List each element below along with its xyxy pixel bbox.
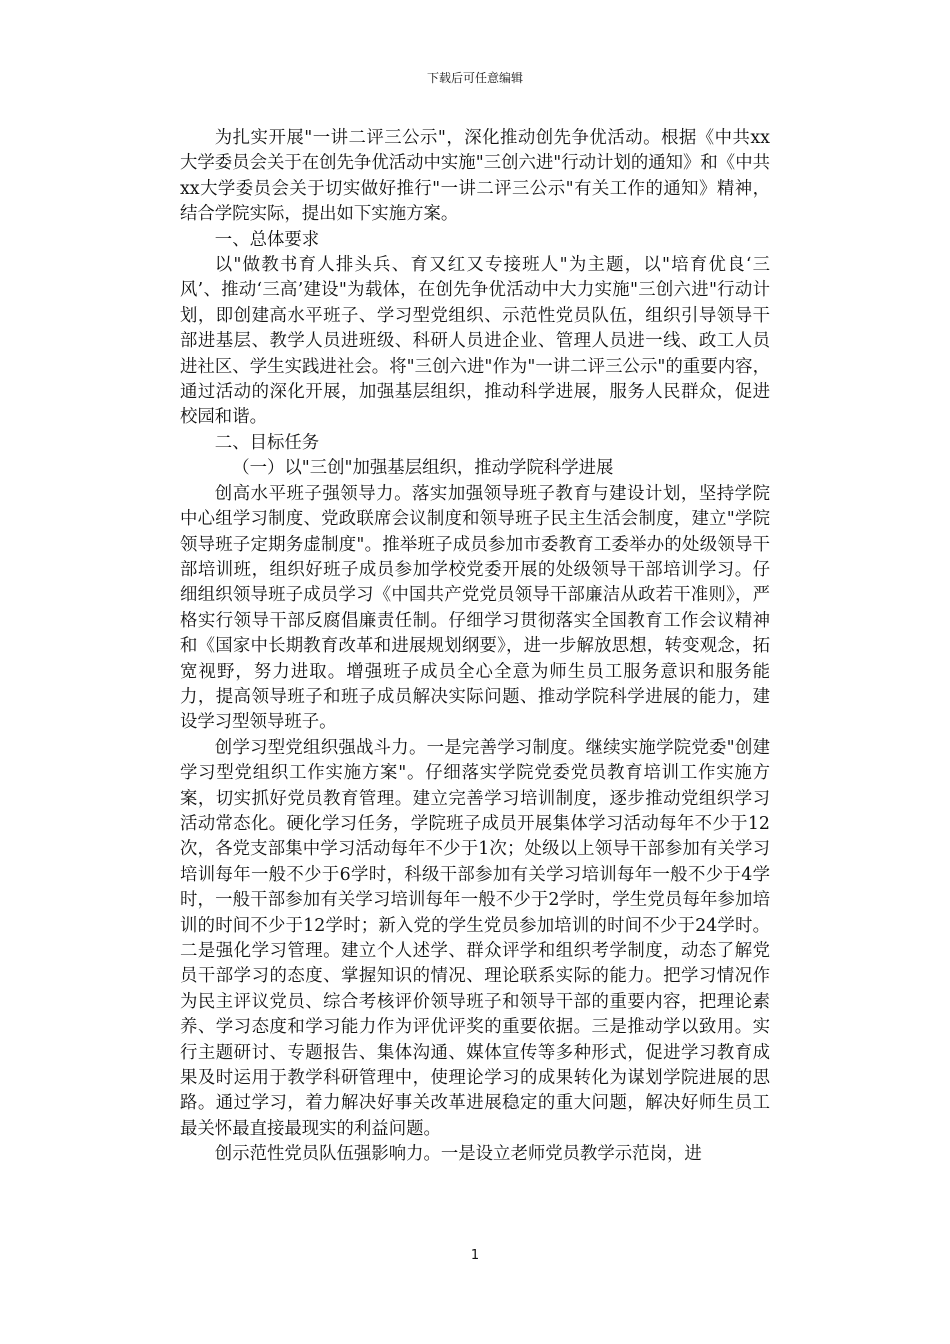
general-requirements-paragraph: 以"做教书育人排头兵、育又红又专接班人"为主题，以"培育优良‘三风’、推动‘三高’建设"为载体，在创先争优活动中大力实施"三创六进"行动计划，即创建高水平班子、学习型党组织、示范性党员队伍，组织引导领导干部进基层、教学人员进班级、科研人员进企业、管理人员进一线、政工人员进社区、学生实践进社会。将"三创六进"作为"一讲二评三公示"的重要内容，通过活动的深化开展，加强基层组织，推动科学进展，服务人民群众，促进校园和谐。 [180,255,770,428]
leadership-team-paragraph: 创高水平班子强领导力。落实加强领导班子教育与建设计划，坚持学院中心组学习制度、党政联席会议制度和领导班子民主生活会制度，建立"学院领导班子定期务虚制度"。推举班子成员参加市委教育工委举办的处级领导干部培训班，组织好班子成员参加学校党委开展的处级领导干部培训学习。仔细组织领导班子成员学习《中国共产党党员领导干部廉洁从政若干准则》，严格实行领导干部反腐倡廉责任制。仔细学习贯彻落实全国教育工作会议精神和《国家中长期教育改革和进展规划纲要》，进一步解放思想，转变观念，拓宽视野，努力进取。增强班子成员全心全意为师生员工服务意识和服务能力，提高领导班子和班子成员解决实际问题、推动学院科学进展的能力，建设学习型领导班子。 [180,483,770,733]
section-heading-general-requirements: 一、总体要求 [214,229,320,250]
page-number: 1 [470,1248,480,1263]
exemplary-party-members-paragraph: 创示范性党员队伍强影响力。一是设立老师党员教学示范岗，进 [214,1144,702,1165]
subsection-heading-three-creations: （一）以"三创"加强基层组织，推动学院科学进展 [232,458,614,479]
learning-party-organization-paragraph: 创学习型党组织强战斗力。一是完善学习制度。继续实施学院党委"创建学习型党组织工作实施方案"。仔细落实学院党委党员教育培训工作实施方案，切实抓好党员教育管理。建立完善学习培训制度，逐步推动党组织学习活动常态化。硬化学习任务，学院班子成员开展集体学习活动每年不少于12次，各党支部集中学习活动每年不少于1次；处级以上领导干部参加有关学习培训每年一般不少于6学时，科级干部参加有关学习培训每年一般不少于4学时，一般干部参加有关学习培训每年一般不少于2学时，学生党员每年参加培训的时间不少于12学时；新入党的学生党员参加培训的时间不少于24学时。二是强化学习管理。建立个人述学、群众评学和组织考学制度，动态了解党员干部学习的态度、掌握知识的情况、理论联系实际的能力。把学习情况作为民主评议党员、综合考核评价领导班子和领导干部的重要内容，把理论素养、学习态度和学习能力作为评优评奖的重要依据。三是推动学以致用。实行主题研讨、专题报告、集体沟通、媒体宣传等多种形式，促进学习教育成果及时运用于教学科研管理中，使理论学习的成果转化为谋划学院进展的思路。通过学习，着力解决好事关改革进展稳定的重大问题，解决好师生员工最关怀最直接最现实的利益问题。 [180,737,770,1139]
page-header: 下载后可任意编辑 [426,71,523,85]
section-heading-goals-tasks: 二、目标任务 [214,432,320,453]
document-body [180,126,770,1168]
intro-paragraph: 为扎实开展"一讲二评三公示"，深化推动创先争优活动。根据《中共xx大学委员会关于在创先争优活动中实施"三创六进"行动计划的通知》和《中共xx大学委员会关于切实做好推行"一讲二评三公示"有关工作的通知》精神，结合学院实际，提出如下实施方案。 [180,128,770,225]
